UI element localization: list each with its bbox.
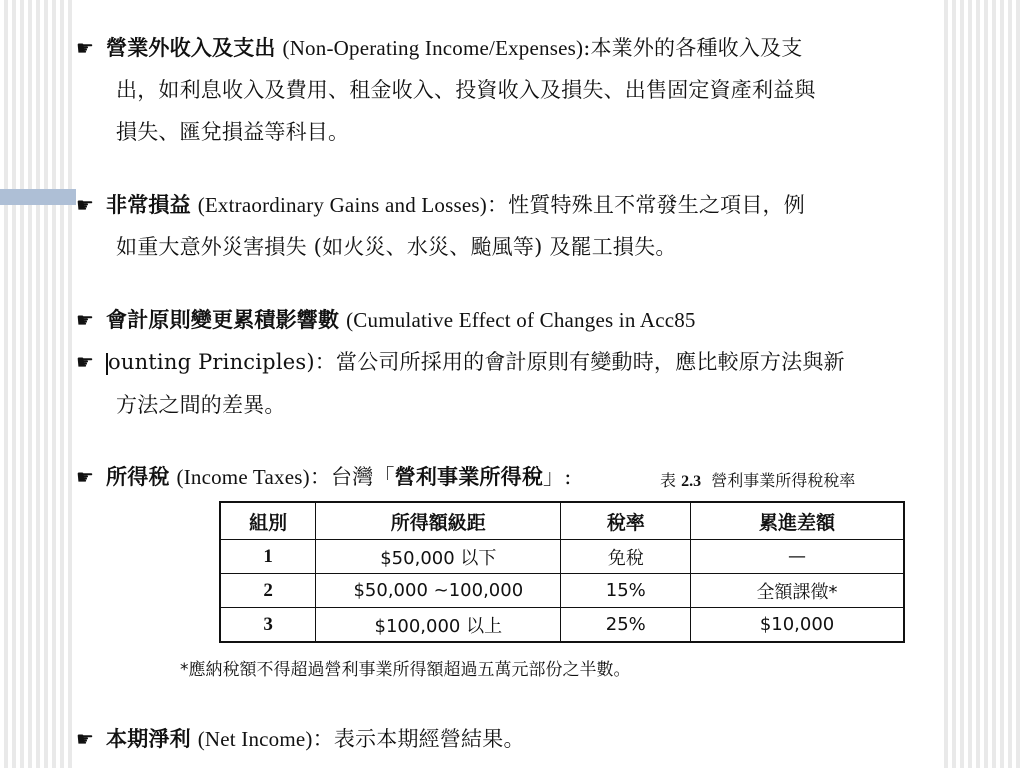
cumulative-line3: 方法之間的差異。 <box>116 393 286 417</box>
non-operating-line2: 出，如利息收入及費用、租金收入、投資收入及損失、出售固定資產利益與 <box>116 78 816 102</box>
table-cell-rate: 15% <box>561 574 691 608</box>
non-operating-english: (Non-Operating Income/Expenses) <box>282 36 584 60</box>
header-progressive-difference: 累進差額 <box>691 502 904 540</box>
pointing-hand-icon: ☛ <box>76 193 95 217</box>
income-tax-term: 所得稅 <box>106 465 170 489</box>
income-tax-suffix: 」: <box>543 465 572 489</box>
income-tax-heading <box>76 462 572 492</box>
cumulative-line2-text: ounting Principles)：當公司所採用的會計原則有變動時，應比較原方法與新 <box>108 350 845 374</box>
left-stripe-margin <box>0 0 76 768</box>
table-cell-group: 1 <box>220 540 316 574</box>
pointing-hand-icon: ☛ <box>76 465 95 489</box>
scanned-text-area <box>76 0 940 768</box>
table-cell-rate: 25% <box>561 608 691 643</box>
net-income-english: (Net Income) <box>197 727 313 751</box>
table-caption-title: 營利事業所得稅稅率 <box>711 471 856 490</box>
cumulative-line2 <box>76 347 845 377</box>
cumulative-term: 會計原則變更累積影響數 <box>106 308 340 332</box>
extraordinary-term: 非常損益 <box>106 193 191 217</box>
table-cell-group: 2 <box>220 574 316 608</box>
table-cell-bracket: $100,000 以上 <box>316 608 561 643</box>
header-group: 組別 <box>220 502 316 540</box>
header-tax-rate: 稅率 <box>561 502 691 540</box>
table-cell-bracket: $50,000 以下 <box>316 540 561 574</box>
extraordinary-line2: 如重大意外災害損失 (如火災、水災、颱風等) 及罷工損失。 <box>116 235 677 259</box>
header-income-bracket: 所得額級距 <box>316 502 561 540</box>
non-operating-term: 營業外收入及支出 <box>106 36 276 60</box>
table-row <box>220 574 904 608</box>
income-tax-prefix: ：台灣「 <box>309 465 395 489</box>
extraordinary-tail: ：性質特殊且不常發生之項目，例 <box>486 193 805 217</box>
table-row <box>220 540 904 574</box>
table-cell-bracket: $50,000 ~100,000 <box>316 574 561 608</box>
non-operating-line3: 損失、匯兌損益等科目。 <box>116 120 350 144</box>
pointing-hand-icon: ☛ <box>76 308 95 332</box>
non-operating-tail: :本業外的各種收入及支 <box>583 36 803 60</box>
net-income-tail: ：表示本期經營結果。 <box>312 727 525 751</box>
pointing-hand-icon: ☛ <box>76 727 95 751</box>
table-cell-group: 3 <box>220 608 316 643</box>
income-tax-bold-term: 營利事業所得稅 <box>394 465 544 489</box>
table-cell-difference: $10,000 <box>691 608 904 643</box>
right-stripe-margin <box>940 0 1024 768</box>
table-row <box>220 608 904 643</box>
extraordinary-english: (Extraordinary Gains and Losses) <box>197 193 487 217</box>
tax-rate-table <box>219 501 905 643</box>
pointing-hand-icon: ☛ <box>76 350 95 374</box>
cumulative-heading <box>76 305 696 335</box>
non-operating-heading <box>76 33 802 63</box>
table-cell-difference: — <box>691 540 904 574</box>
cumulative-english: (Cumulative Effect of Changes in Acc85 <box>346 308 696 332</box>
accent-bar <box>0 189 76 205</box>
table-caption-number: 2.3 <box>681 473 702 490</box>
table-footnote: *應納稅額不得超過營利事業所得額超過五萬元部份之半數。 <box>180 660 631 680</box>
table-cell-difference: 全額課徵* <box>691 574 904 608</box>
table-cell-rate: 免稅 <box>561 540 691 574</box>
table-header-row <box>220 502 904 540</box>
pointing-hand-icon: ☛ <box>76 36 95 60</box>
net-income-heading <box>76 724 525 754</box>
income-tax-english: (Income Taxes) <box>176 465 310 489</box>
net-income-term: 本期淨利 <box>106 727 191 751</box>
table-caption <box>660 468 855 491</box>
table-caption-label: 表 <box>660 471 677 490</box>
extraordinary-heading <box>76 190 805 220</box>
